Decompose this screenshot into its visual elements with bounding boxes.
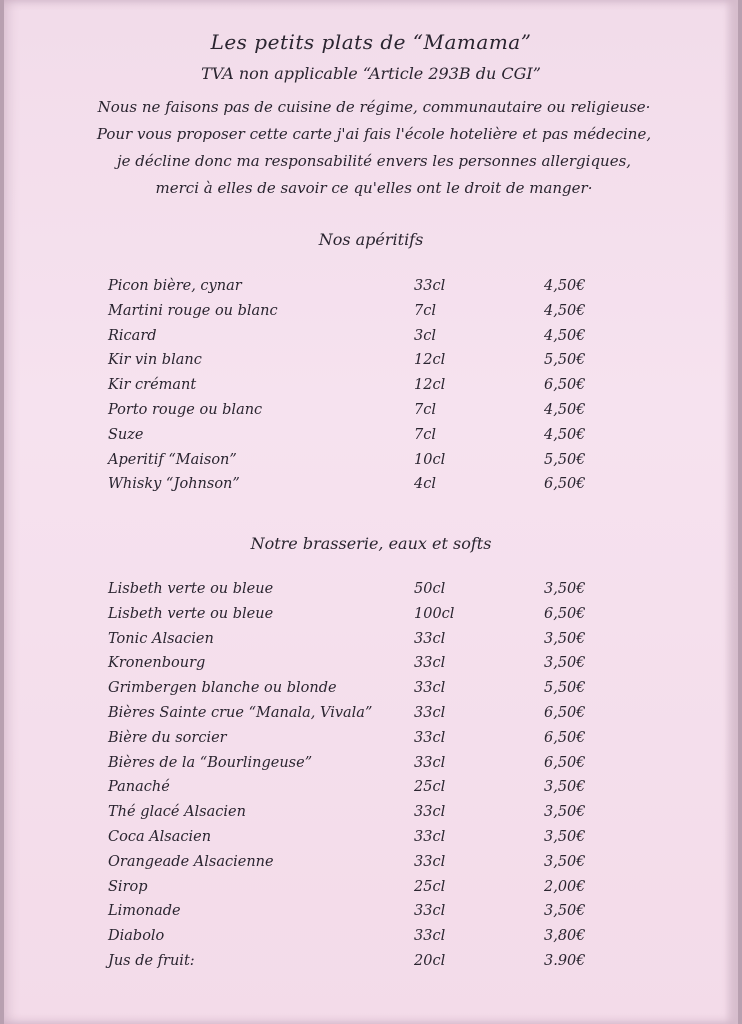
item-volume: 3cl [414, 327, 436, 344]
item-volume: 33cl [414, 729, 446, 746]
menu-item [108, 903, 608, 928]
item-name: Bière du sorcier [108, 729, 227, 746]
intro-line: je décline donc ma responsabilité envers les personnes allergiques, [116, 152, 632, 170]
item-price: 3,80€ [544, 928, 586, 945]
item-name: Whisky “Johnson” [108, 476, 240, 493]
item-price: 6,50€ [544, 704, 586, 721]
item-volume: 25cl [414, 878, 446, 895]
menu-item [108, 829, 608, 854]
item-volume: 50cl [414, 581, 446, 597]
item-price: 6,50€ [544, 377, 586, 394]
menu-sheet [4, 0, 738, 1024]
menu-item [108, 452, 608, 477]
item-volume: 33cl [414, 278, 446, 294]
item-price: 3,50€ [544, 779, 586, 796]
menu-item [108, 427, 608, 452]
menu-item [108, 377, 608, 402]
item-volume: 4cl [414, 476, 436, 493]
item-name: Kir vin blanc [108, 352, 202, 369]
item-volume: 10cl [414, 451, 446, 468]
item-volume: 7cl [414, 302, 436, 319]
item-name: Ricard [108, 327, 157, 344]
intro-line: Nous ne faisons pas de cuisine de régime, communautaire ou religieuse· [97, 98, 651, 116]
intro-paragraph [64, 94, 684, 202]
menu-item [108, 779, 608, 804]
item-name: Orangeade Alsacienne [108, 853, 274, 870]
item-name: Bières de la “Bourlingeuse” [108, 754, 313, 771]
intro-line: Pour vous proposer cette carte j'ai fais l'école hotelière et pas médecine, [96, 125, 652, 143]
item-volume: 7cl [414, 426, 436, 443]
item-name: Coca Alsacien [108, 828, 212, 845]
aperitifs-heading: Nos apéritifs [318, 230, 424, 249]
menu-item [108, 879, 608, 904]
menu-item [108, 928, 608, 953]
item-price: 6,50€ [544, 605, 586, 622]
menu-item [108, 352, 608, 377]
menu-item [108, 581, 608, 606]
item-name: Tonic Alsacien [108, 630, 214, 647]
item-price: 3,50€ [544, 903, 586, 920]
item-price: 6,50€ [544, 754, 586, 771]
item-name: Bières Sainte crue “Manala, Vivala” [108, 704, 373, 721]
menu-item [108, 631, 608, 656]
item-price: 5,50€ [544, 352, 586, 369]
item-name: Martini rouge ou blanc [108, 302, 278, 319]
item-price: 5,50€ [544, 680, 586, 697]
brasserie-list [108, 581, 608, 978]
item-name: Sirop [108, 878, 148, 895]
item-volume: 25cl [414, 779, 446, 796]
item-name: Grimbergen blanche ou blonde [108, 680, 337, 697]
aperitifs-list [108, 278, 608, 501]
item-price: 4,50€ [544, 327, 586, 344]
menu-item [108, 953, 608, 978]
item-name: Lisbeth verte ou bleue [108, 581, 274, 597]
item-volume: 7cl [414, 401, 436, 418]
item-volume: 33cl [414, 903, 446, 920]
item-name: Diabolo [108, 928, 165, 945]
item-volume: 33cl [414, 754, 446, 771]
item-name: Kir crémant [108, 377, 197, 394]
menu-item [108, 476, 608, 501]
menu-item [108, 854, 608, 879]
item-price: 3,50€ [544, 655, 586, 672]
item-volume: 33cl [414, 804, 446, 821]
item-price: 3.90€ [544, 952, 586, 969]
item-volume: 33cl [414, 928, 446, 945]
brasserie-heading: Notre brasserie, eaux et softs [250, 534, 492, 553]
sheet-edge [724, 0, 738, 1024]
item-volume: 33cl [414, 680, 446, 697]
item-price: 4,50€ [544, 426, 586, 443]
menu-item [108, 705, 608, 730]
item-price: 2,00€ [544, 878, 586, 895]
item-price: 3,50€ [544, 804, 586, 821]
menu-item [108, 680, 608, 705]
item-price: 4,50€ [544, 401, 586, 418]
item-name: Suze [108, 426, 144, 443]
item-name: Thé glacé Alsacien [108, 804, 246, 821]
item-price: 6,50€ [544, 476, 586, 493]
item-name: Picon bière, cynar [108, 278, 242, 294]
menu-item [108, 655, 608, 680]
menu-item [108, 755, 608, 780]
intro-line: merci à elles de savoir ce qu'elles ont le droit de manger· [155, 179, 593, 197]
menu-item [108, 328, 608, 353]
item-price: 6,50€ [544, 729, 586, 746]
item-name: Aperitif “Maison” [108, 451, 237, 468]
item-volume: 33cl [414, 704, 446, 721]
item-name: Kronenbourg [108, 655, 206, 672]
item-name: Panaché [108, 779, 170, 796]
item-name: Lisbeth verte ou bleue [108, 605, 274, 622]
item-volume: 33cl [414, 853, 446, 870]
item-name: Porto rouge ou blanc [108, 401, 263, 418]
item-volume: 12cl [414, 352, 446, 369]
item-volume: 33cl [414, 828, 446, 845]
menu-item [108, 303, 608, 328]
vat-notice: TVA non applicable “Article 293B du CGI” [201, 64, 541, 83]
item-volume: 33cl [414, 630, 446, 647]
item-price: 3,50€ [544, 630, 586, 647]
item-volume: 100cl [414, 605, 455, 622]
item-volume: 12cl [414, 377, 446, 394]
item-price: 3,50€ [544, 581, 586, 597]
item-volume: 33cl [414, 655, 446, 672]
item-price: 3,50€ [544, 828, 586, 845]
menu-item [108, 278, 608, 303]
item-price: 5,50€ [544, 451, 586, 468]
menu-item [108, 606, 608, 631]
item-volume: 20cl [414, 952, 446, 969]
item-price: 4,50€ [544, 278, 586, 294]
menu-item [108, 804, 608, 829]
item-price: 4,50€ [544, 302, 586, 319]
page-title: Les petits plats de “Mamama” [210, 30, 532, 54]
item-price: 3,50€ [544, 853, 586, 870]
item-name: Limonade [108, 903, 181, 920]
menu-item [108, 730, 608, 755]
menu-item [108, 402, 608, 427]
item-name: Jus de fruit: [108, 952, 195, 969]
